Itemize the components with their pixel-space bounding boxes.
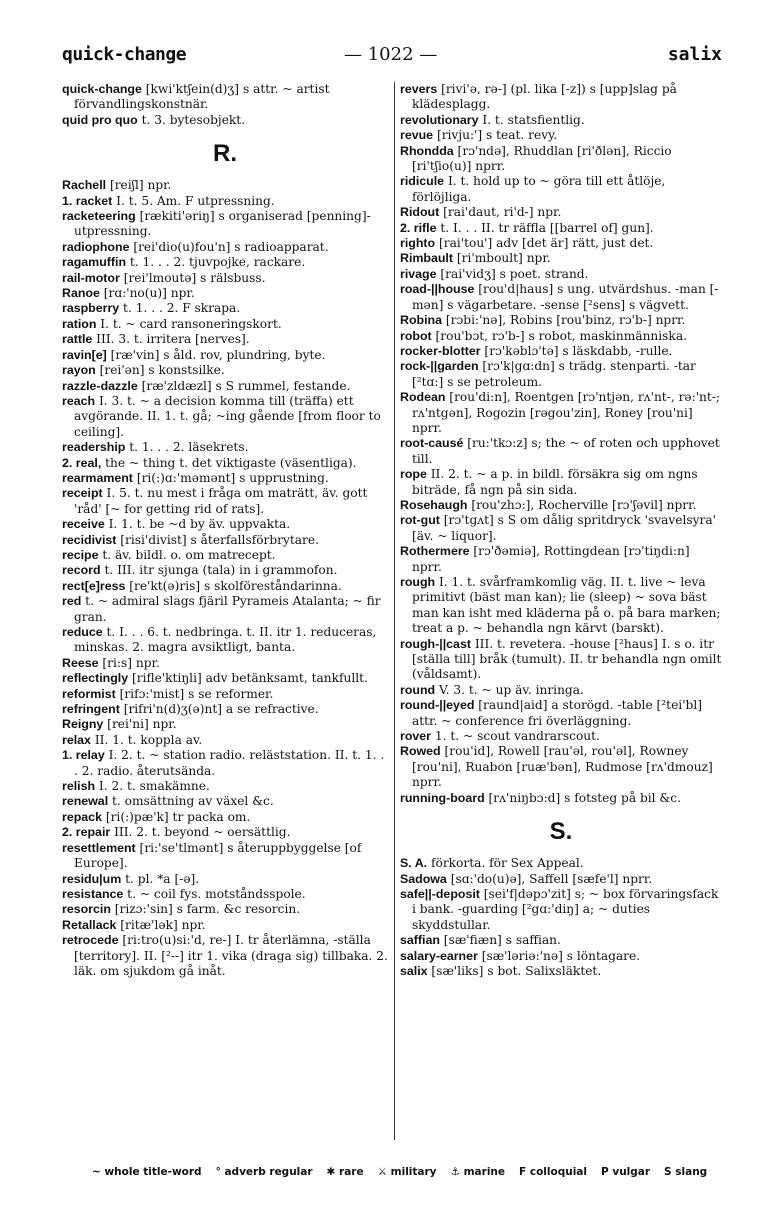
dictionary-entry [400, 698, 722, 729]
dictionary-entry [400, 436, 722, 467]
definition: [risi'divist] s återfallsförbrytare. [116, 532, 319, 547]
definition: [rivju:'] s teat. revy. [433, 128, 558, 143]
headword: readership [62, 440, 126, 455]
legend-label: vulgar [608, 1166, 651, 1178]
headword: refringent [62, 702, 120, 717]
headword: Ranoe [62, 286, 100, 301]
headword: ragamuffin [62, 255, 127, 270]
headword: 1. relay [62, 748, 105, 763]
definition: [rɔ'tgʌt] s S om dålig spritdryck 'svavelsyra' [äv. ~ liquor]. [412, 513, 716, 543]
header-last-word: salix [667, 44, 722, 65]
definition: [sæ'fiæn] s saffian. [439, 933, 561, 948]
headword: revue [400, 128, 434, 143]
headword: revolutionary [400, 112, 479, 127]
dictionary-entry [62, 779, 388, 794]
dictionary-entry [62, 671, 388, 686]
definition: [ri:tro(u)si:'d, re-] I. tr återlämna, -ställa [territory]. II. [²--] itr 1. vika (draga sig) tillbaka. 2. läk. om sjukdom gå inåt. [74, 933, 388, 978]
headword: radiophone [62, 239, 130, 254]
definition: [rivi'ə, rə-] (pl. lika [-z]) s [upp]slag på klädesplagg. [412, 82, 677, 112]
dictionary-entry [62, 794, 388, 809]
dictionary-entry [62, 271, 388, 286]
definition: III. t. revetera. -house [²haus] I. s o. itr [ställa till] bråk (tumult). II. tr behandla ngn omilt (våldsamt). [412, 636, 722, 682]
definition: [rei'lmoutə] s rälsbuss. [119, 270, 266, 285]
dictionary-entry [400, 513, 722, 544]
headword: retrocede [62, 933, 119, 948]
legend-item [601, 1166, 650, 1178]
legend-item [451, 1166, 505, 1178]
definition: [rækiti'əriŋ] s organiserad [penning]-utpressning. [74, 209, 371, 239]
dictionary-entry [62, 733, 388, 748]
dictionary-entry [62, 348, 388, 363]
dictionary-entry [400, 174, 722, 205]
headword: rough-||cast [400, 636, 471, 651]
dictionary-entry [400, 329, 722, 344]
headword: Rowed [400, 744, 441, 759]
dictionary-entry [400, 791, 722, 806]
headword: rock-||garden [400, 359, 479, 374]
definition: [ræ'zldæzl] s S rummel, festande. [137, 378, 351, 393]
definition: I. t. hold up to ~ göra till ett åtlöje, förlöjliga. [412, 174, 666, 204]
headword: resistance [62, 886, 124, 901]
dictionary-entry [62, 902, 388, 917]
left-column [62, 82, 388, 1142]
dictionary-entry [400, 498, 722, 513]
headword: receipt [62, 486, 103, 501]
dictionary-entry [62, 887, 388, 902]
definition: [rɔ'kəblɔ'tə] s läskdabb, -rulle. [480, 343, 673, 358]
legend-symbol: ✱ [326, 1166, 336, 1178]
definition: [ri'mboult] npr. [453, 251, 551, 266]
definition: [rou'di:n], Roentgen [rɔ'ntjən, rʌ'nt-, rə:'nt-; rʌ'ntgən], Rogozin [rəgou'zin], Roney [rou'ni] nprr. [412, 390, 721, 435]
dictionary-entry [400, 933, 722, 948]
dictionary-entry [62, 625, 388, 656]
headword: Reese [62, 655, 99, 670]
headword: rayon [62, 363, 96, 378]
headword: Rodean [400, 390, 446, 405]
headword: residu|um [62, 871, 122, 886]
definition: [rifri'n(d)ʒ(ə)nt] a se refractive. [119, 702, 319, 717]
definition: [sæ'liks] s bot. Salixsläktet. [427, 963, 602, 978]
headword: razzle-dazzle [62, 378, 138, 393]
dictionary-entry [62, 748, 388, 779]
definition: [ritæ'lək] npr. [116, 917, 206, 932]
dictionary-entry [62, 363, 388, 378]
dictionary-entry [62, 379, 388, 394]
definition: I. t. ~ card ransoneringskort. [96, 316, 282, 331]
legend-label: slang [671, 1166, 708, 1178]
headword: rect[e]ress [62, 578, 126, 593]
headword: relax [62, 732, 91, 747]
legend-symbol: ⚓ [450, 1166, 460, 1178]
definition: I. 1. t. svårframkomlig väg. II. t. live ~ leva primitivt (bäst man kan); lie (sleep) ~ sova bäst man kan isht med kläderna på o. på bara marken; treat a p. ~ behandla ngn kärvt (barskt). [412, 575, 721, 636]
dictionary-entry [62, 440, 388, 455]
dictionary-entry [62, 517, 388, 532]
legend-item [327, 1166, 364, 1178]
page-number: — 1022 — [344, 44, 438, 65]
dictionary-entry [400, 637, 722, 683]
headword: 2. repair [62, 825, 111, 840]
headword: 2. rifle [400, 220, 437, 235]
dictionary-entry [400, 744, 722, 790]
headword: running-board [400, 790, 485, 805]
definition: III. 3. t. irritera [nerves]. [92, 332, 250, 347]
definition: t. 3. bytesobjekt. [137, 112, 246, 127]
dictionary-entry [400, 236, 722, 251]
definition: [sæ'ləriə:'nə] s löntagare. [477, 948, 641, 963]
legend-label: rare [335, 1166, 364, 1178]
definition: I. 3. t. ~ a decision komma till (träffa) ett avgörande. II. 1. t. gå; ~ing gående [from floor to ceiling]. [74, 393, 381, 439]
column-divider [394, 82, 395, 1140]
headword: righto [400, 236, 436, 251]
dictionary-entry [62, 702, 388, 717]
dictionary-entry [62, 255, 388, 270]
dictionary-entry [62, 810, 388, 825]
headword: rot-gut [400, 513, 440, 528]
definition: [rei'dio(u)fou'n] s radioapparat. [129, 239, 329, 254]
definition: t. ~ coil fys. motståndsspole. [123, 886, 306, 901]
dictionary-entry [400, 282, 722, 313]
headword: racketeering [62, 209, 136, 224]
legend-label: colloquial [526, 1166, 587, 1178]
dictionary-entry [62, 456, 388, 471]
headword: Robina [400, 313, 442, 328]
headword: Reigny [62, 717, 104, 732]
headword: Rimbault [400, 251, 454, 266]
dictionary-entry [400, 856, 722, 871]
dictionary-entry [62, 332, 388, 347]
headword: repack [62, 809, 102, 824]
definition: [rifle'ktiŋli] adv betänksamt, tankfullt. [128, 671, 368, 686]
definition: [rɔ'ðəmiə], Rottingdean [rɔ'tiŋdi:n] nprr. [412, 544, 690, 574]
definition: t. äv. bildl. o. om matrecept. [98, 547, 276, 562]
legend-label: military [387, 1166, 437, 1178]
dictionary-entry [400, 359, 722, 390]
dictionary-entry [400, 683, 722, 698]
headword: renewal [62, 794, 109, 809]
definition: V. 3. t. ~ up äv. inringa. [435, 682, 584, 697]
dictionary-entry [62, 471, 388, 486]
legend-item [664, 1166, 707, 1178]
dictionary-entry [62, 918, 388, 933]
headword: rover [400, 729, 431, 744]
dictionary-entry [400, 575, 722, 637]
dictionary-entry [62, 563, 388, 578]
headword: safe||-deposit [400, 886, 480, 901]
dictionary-entry [400, 313, 722, 328]
headword: 2. real, [62, 455, 102, 470]
section-letter: S. [549, 818, 573, 846]
headword: raspberry [62, 301, 120, 316]
dictionary-entry [62, 301, 388, 316]
headword: resettlement [62, 840, 136, 855]
dictionary-entry [400, 544, 722, 575]
legend-symbol: P [600, 1166, 609, 1178]
dictionary-entry [400, 729, 722, 744]
definition: t. I. . . II. tr räffla [[barrel of] gun]. [436, 220, 654, 235]
headword: receive [62, 517, 105, 532]
definition: t. 1. . . 2. F skrapa. [119, 301, 241, 316]
dictionary-entry [62, 486, 388, 517]
headword: S. A. [400, 856, 428, 871]
definition: [rɔ'k|gɑ:dn] s trädg. stenparti. -tar [²tɑ:] s se petroleum. [412, 359, 696, 389]
headword: rope [400, 467, 427, 482]
headword: Ridout [400, 205, 440, 220]
dictionary-entry [62, 594, 388, 625]
definition: I. 2. t. ~ station radio. reläststation. II. t. 1. . . 2. radio. återutsända. [74, 748, 385, 778]
definition: [rai'tou'] adv [det är] rätt, just det. [435, 236, 654, 251]
headword: salary-earner [400, 948, 478, 963]
headword: Rothermere [400, 544, 470, 559]
definition: [rei'ən] s konstsilke. [95, 363, 225, 378]
dictionary-entry [400, 344, 722, 359]
legend-item [378, 1166, 437, 1178]
headword: ravin[e] [62, 347, 107, 362]
dictionary-entry [400, 251, 722, 266]
definition: the ~ thing t. det viktigaste (väsentliga). [101, 455, 357, 470]
definition: [ri(:)ɑ:'məmənt] s upprustning. [132, 470, 329, 485]
definition: I. 5. t. nu mest i fråga om maträtt, äv. gott 'råd' [~ for getting rid of rats]. [74, 486, 368, 516]
legend-label: whole title-word [100, 1166, 202, 1178]
definition: [sei'f|dəpɔ'zit] s; ~ box förvaringsfack i bank. -guarding [²gɑ:'diŋ] a; ~ duties skyddstullar. [412, 886, 719, 932]
dictionary-entry [62, 717, 388, 732]
definition: [kwi'ktʃein(d)ʒ] s attr. ~ artist förvandlingskonstnär. [74, 82, 330, 112]
legend-item [216, 1166, 313, 1178]
dictionary-entry [400, 949, 722, 964]
headword: salix [400, 963, 428, 978]
definition: [rou'id], Rowell [rau'əl, rou'əl], Rowney [rou'ni], Ruabon [ruæ'bən], Rudmose [rʌ'dmouz] nprr. [412, 744, 713, 790]
headword: revers [400, 82, 438, 96]
section-letter: R. [213, 140, 237, 168]
definition: [rʌ'niŋbɔ:d] s fotsteg på bil &c. [484, 790, 681, 805]
dictionary-entry [62, 533, 388, 548]
definition: t. III. itr sjunga (tala) in i grammofon. [100, 563, 338, 578]
dictionary-entry [62, 579, 388, 594]
definition: [raund|aid] a storögd. -table [²tei'bl] attr. ~ conference fri överläggning. [412, 698, 702, 728]
dictionary-entry [400, 82, 722, 113]
definition: [rɔ'ndə], Rhuddlan [ri'ðlən], Riccio [ri'tʃio(u)] nprr. [412, 143, 672, 174]
definition: [rai'vidʒ] s poet. strand. [436, 266, 589, 281]
definition: t. ~ admiral slags fjäril Pyrameis Atalanta; ~ fir gran. [74, 594, 381, 624]
dictionary-entry [62, 933, 388, 979]
legend-item [92, 1166, 202, 1178]
dictionary-entry [62, 872, 388, 887]
headword: rail-motor [62, 270, 120, 285]
headword: Rosehaugh [400, 497, 468, 512]
definition: [ri:'se'tlmənt] s återuppbyggelse [of Europe]. [74, 840, 362, 871]
headword: Rachell [62, 178, 107, 193]
definition: t. 1. . . 2. läsekrets. [125, 440, 249, 455]
dictionary-entry [400, 205, 722, 220]
headword: rattle [62, 332, 93, 347]
headword: Rhondda [400, 143, 454, 158]
legend-symbol: ° [215, 1166, 221, 1178]
headword: Retallack [62, 917, 117, 932]
definition: I. 1. t. be ~d by äv. uppvakta. [104, 517, 291, 532]
definition: t. I. . . 6. t. nedbringa. t. II. itr 1. reduceras, minskas. 2. magra avsiktligt, banta. [74, 625, 377, 655]
definition: II. 2. t. ~ a p. in bildl. försäkra sig om ngns biträde, få ngn på sin sida. [412, 467, 698, 497]
headword: root-causé [400, 436, 464, 451]
definition: t. pl. *a [-ə]. [121, 871, 200, 886]
legend-symbol: S [664, 1166, 672, 1178]
dictionary-entry [62, 209, 388, 240]
headword: Sadowa [400, 871, 447, 886]
headword: reduce [62, 625, 103, 639]
dictionary-entry [400, 144, 722, 175]
definition: [reiʃl] npr. [106, 178, 172, 193]
right-column [400, 82, 722, 1142]
headword: round-||eyed [400, 698, 475, 713]
dictionary-entry [400, 128, 722, 143]
dictionary-entry [62, 317, 388, 332]
dictionary-entry [400, 113, 722, 128]
headword: rivage [400, 266, 437, 281]
dictionary-entry [400, 221, 722, 236]
dictionary-entry [400, 872, 722, 887]
dictionary-entry [400, 964, 722, 979]
headword: record [62, 563, 101, 578]
dictionary-entry [400, 390, 722, 436]
headword: road-||house [400, 282, 475, 297]
definition: [ru:'tkɔ:z] s; the ~ of roten och upphovet till. [412, 436, 720, 466]
dictionary-entry [62, 825, 388, 840]
definition: [rizɔ:'sin] s farm. &c resorcin. [110, 902, 301, 917]
dictionary-entry [62, 841, 388, 872]
headword: saffian [400, 933, 440, 948]
definition: [rɔbi:'nə], Robins [rou'binz, rɔ'b-] nprr. [442, 313, 686, 328]
definition: III. 2. t. beyond ~ oersättlig. [110, 825, 291, 840]
headword: robot [400, 328, 432, 343]
definition: förkorta. för Sex Appeal. [427, 856, 584, 871]
definition: [rou'bɔt, rɔ'b-] s robot, maskinmänniska. [431, 328, 687, 343]
definition: [rai'daut, ri'd-] npr. [439, 205, 562, 220]
headword: quick-change [62, 82, 142, 96]
definition: [ri:s] npr. [98, 655, 160, 670]
dictionary-entry [400, 267, 722, 282]
headword: rearmament [62, 470, 133, 485]
headword: recidivist [62, 532, 117, 547]
headword: 1. racket [62, 193, 113, 208]
dictionary-entry [62, 194, 388, 209]
headword: rough [400, 575, 436, 589]
dictionary-entry [62, 656, 388, 671]
headword: resorcin [62, 902, 111, 917]
definition: [rou'd|haus] s ung. utvärdshus. -man [-mən] s vägarbetare. -sense [²sens] s vägvett. [412, 282, 719, 312]
legend-symbol: F [519, 1166, 527, 1178]
legend-symbol: ⚔ [377, 1166, 387, 1178]
dictionary-entry [400, 887, 722, 933]
definition: [rifɔ:'mist] s se reformer. [115, 686, 274, 701]
definition: [ri(:)pæ'k] tr packa om. [101, 809, 251, 824]
definition: [rɑ:'no(u)] npr. [99, 286, 195, 301]
dictionary-entry [62, 240, 388, 255]
headword: reach [62, 393, 96, 408]
abbreviation-legend [92, 1162, 732, 1182]
dictionary-entry [62, 82, 388, 113]
dictionary-entry [62, 178, 388, 193]
definition: 1. t. ~ scout vandrarscout. [431, 729, 600, 744]
legend-symbol: ~ [92, 1166, 101, 1178]
definition: I. 2. t. smakämne. [95, 779, 210, 794]
headword: red [62, 594, 82, 609]
dictionary-entry [62, 548, 388, 563]
headword: reflectingly [62, 671, 129, 686]
definition: [sɑ:'do(u)ə], Saffell [sæfe'l] nprr. [446, 871, 653, 886]
definition: t. omsättning av växel &c. [108, 794, 274, 809]
definition: I. t. 5. Am. F utpressning. [112, 193, 275, 208]
header-first-word: quick-change [62, 44, 187, 65]
headword: ration [62, 316, 97, 331]
headword: relish [62, 779, 96, 794]
definition: [ræ'vin] s åld. rov, plundring, byte. [106, 347, 326, 362]
definition: [re'kt(ə)ris] s skolföreståndarinna. [125, 578, 342, 593]
headword: ridicule [400, 174, 445, 189]
headword: reformist [62, 686, 116, 701]
headword: round [400, 682, 436, 697]
headword: rocker-blotter [400, 343, 481, 358]
headword: recipe [62, 547, 99, 562]
legend-label: adverb regular [220, 1166, 313, 1178]
dictionary-entry [62, 687, 388, 702]
definition: II. 1. t. koppla av. [90, 732, 203, 747]
page-header [62, 44, 722, 74]
dictionary-entry [62, 394, 388, 440]
headword: quid pro quo [62, 112, 138, 127]
dictionary-entry [62, 113, 388, 128]
legend-item [519, 1166, 587, 1178]
dictionary-entry [62, 286, 388, 301]
definition: t. 1. . . 2. tjuvpojke, rackare. [126, 255, 306, 270]
legend-label: marine [459, 1166, 506, 1178]
definition: [rei'ni] npr. [103, 717, 177, 732]
definition: I. t. statsfientlig. [478, 112, 585, 127]
definition: [rou'zhɔ:], Rocherville [rɔ'ʃəvil] nprr. [467, 497, 697, 512]
dictionary-entry [400, 467, 722, 498]
